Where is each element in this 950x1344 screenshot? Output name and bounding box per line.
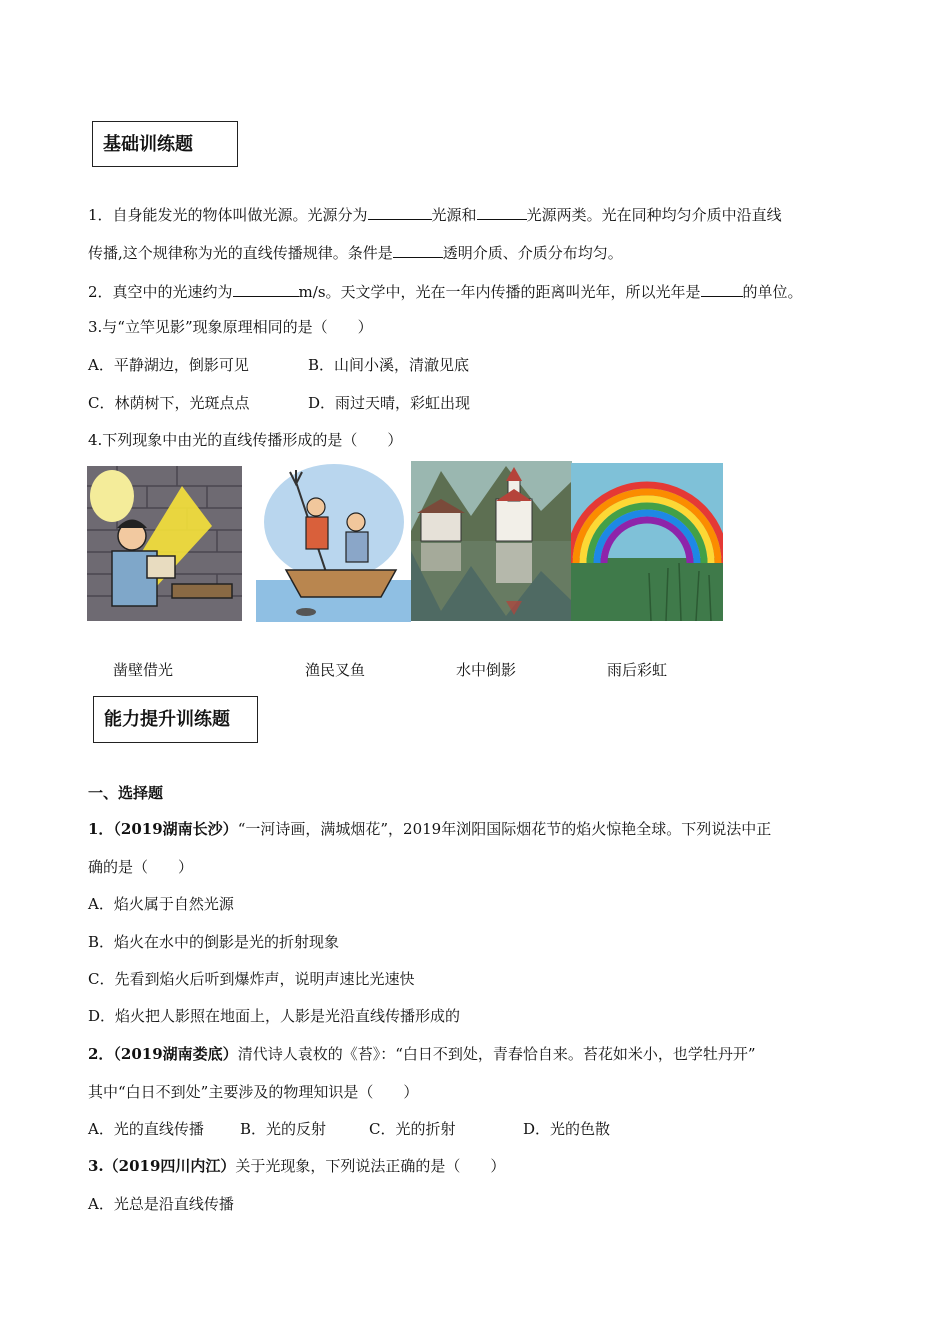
problem-2-option-b[interactable]: B．光的反射	[240, 1120, 327, 1138]
problem-1-option-a[interactable]: A．焰火属于自然光源	[88, 895, 234, 913]
question-3-option-a[interactable]: A．平静湖边，倒影可见	[88, 356, 249, 374]
problem-1-line-2: 确的是（ ）	[88, 858, 194, 876]
problem-1-option-b[interactable]: B．焰火在水中的倒影是光的折射现象	[88, 933, 340, 951]
image-fisherman	[256, 462, 411, 622]
question-1-line-1	[88, 204, 782, 225]
reflection-illustration	[411, 461, 572, 621]
image-chisel-wall	[87, 466, 242, 621]
q2-text-a: 2．真空中的光速约为	[88, 283, 233, 301]
section-title-advanced: 能力提升训练题	[93, 696, 258, 743]
caption-reflection: 水中倒影	[456, 661, 517, 679]
rainbow-illustration	[571, 463, 723, 621]
q1-blank-1[interactable]	[368, 204, 432, 220]
q1-blank-3[interactable]	[393, 242, 443, 258]
question-3-option-d[interactable]: D．雨过天晴，彩虹出现	[308, 394, 471, 412]
question-3-option-c[interactable]: C．林荫树下，光斑点点	[88, 394, 250, 412]
problem-2-stem-a: 清代诗人袁枚的《苔》：“白日不到处，青春恰自来。苔花如米小，也学牡丹开”	[237, 1045, 756, 1063]
image-reflection	[411, 461, 572, 621]
problem-2-source: 2．（2019湖南娄底）	[88, 1045, 238, 1063]
part-heading-choice: 一、选择题	[88, 784, 164, 802]
problem-1-line-1	[88, 819, 771, 839]
fisherman-illustration	[256, 462, 411, 622]
q2-blank-1[interactable]	[233, 281, 299, 297]
problem-3-option-a[interactable]: A．光总是沿直线传播	[88, 1195, 234, 1213]
problem-2-option-a[interactable]: A．光的直线传播	[88, 1120, 204, 1138]
caption-chisel-wall: 凿壁借光	[113, 661, 174, 679]
problem-1-option-c[interactable]: C．先看到焰火后听到爆炸声，说明声速比光速快	[88, 970, 415, 988]
problem-3-line-1	[88, 1156, 505, 1176]
problem-1-option-d[interactable]: D．焰火把人影照在地面上，人影是光沿直线传播形成的	[88, 1007, 461, 1025]
q1-text-b: 光源和	[431, 206, 477, 224]
problem-2-option-d[interactable]: D．光的色散	[523, 1120, 611, 1138]
chisel-wall-illustration	[87, 466, 242, 621]
q1-text-d: 传播,这个规律称为光的直线传播规律。条件是	[88, 244, 393, 262]
problem-1-stem-a: “一河诗画，满城烟花”，2019年浏阳国际烟花节的焰火惊艳全球。下列说法中正	[237, 820, 772, 838]
question-4-stem: 4.下列现象中由光的直线传播形成的是（ ）	[88, 431, 403, 449]
problem-2-line-2: 其中“白日不到处”主要涉及的物理知识是（ ）	[88, 1083, 419, 1101]
caption-rainbow: 雨后彩虹	[607, 661, 668, 679]
q1-text-c: 光源两类。光在同种均匀介质中沿直线	[526, 206, 782, 224]
question-3-option-b[interactable]: B．山间小溪，清澈见底	[308, 356, 470, 374]
caption-fisherman: 渔民叉鱼	[305, 661, 366, 679]
image-rainbow	[571, 463, 723, 621]
problem-3-source: 3.（2019四川内江）	[88, 1157, 236, 1175]
question-2	[88, 281, 803, 302]
problem-2-option-c[interactable]: C．光的折射	[369, 1120, 456, 1138]
question-1-line-2	[88, 242, 623, 263]
q2-blank-2[interactable]	[701, 281, 743, 297]
q2-text-c: 的单位。	[742, 283, 803, 301]
problem-1-source: 1．（2019湖南长沙）	[88, 820, 238, 838]
q1-blank-2[interactable]	[477, 204, 527, 220]
q2-text-b: m/s。天文学中，光在一年内传播的距离叫光年，所以光年是	[298, 283, 701, 301]
q1-text-a: 1．自身能发光的物体叫做光源。光源分为	[88, 206, 368, 224]
problem-2-line-1	[88, 1044, 756, 1064]
problem-3-stem: 关于光现象，下列说法正确的是（ ）	[235, 1157, 506, 1175]
q1-text-e: 透明介质、介质分布均匀。	[442, 244, 623, 262]
question-3-stem: 3.与“立竿见影”现象原理相同的是（ ）	[88, 318, 373, 336]
section-title-basic: 基础训练题	[92, 121, 238, 167]
